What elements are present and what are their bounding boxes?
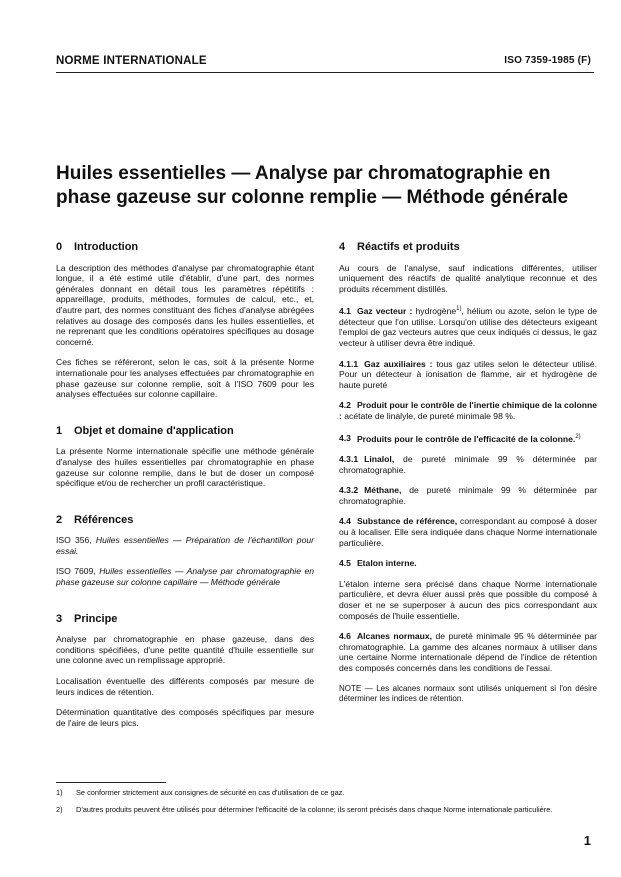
clause-4-3-2: 4.3.2 Méthane, de pureté minimale 99 % déterminée par chromatographie. (339, 485, 598, 506)
left-column (56, 242, 314, 738)
intro-paragraph-2: Ces fiches se référeront, selon le cas, soit à la présente Norme internationale pour les analyses effectuées par chromatographie en phase gazeuse sur colonne remplie, soit à l'ISO 7609 pour les analyses effectuées sur colonne capillaire. (56, 357, 314, 400)
section-0-heading: 0 Introduction (56, 241, 139, 253)
standard-type-label: NORME INTERNATIONALE (56, 55, 207, 67)
section-4-heading: 4 Réactifs et produits (339, 241, 460, 253)
footnote-rule (56, 782, 166, 783)
clause-4-1: 4.1 Gaz vecteur : hydrogène$^{1)}$, hélium ou azote, selon le type de détecteur que l'on utilise. Lorsqu'on utilise des détecteurs exigeant l'emploi de gaz vecteurs autres que ceux indiqués ci dessus, le gaz vecteur à utiliser devra être indiqué. (339, 306, 598, 349)
title-line-1: Huiles essentielles — Analyse par chromatographie en (56, 163, 551, 184)
clause-4-3-1: 4.3.1 Linalol, de pureté minimale 99 % déterminée par chromatographie. (339, 454, 598, 475)
clause-4-4: 4.4 Substance de référence, correspondant au composé à doser ou à localiser. Elle sera indiquée dans chaque Norme internationale particulière. (339, 516, 597, 548)
clause-4-3: 4.3 Produits pour le contrôle de l'efficacité de la colonne.$^{2)}$ (339, 433, 581, 444)
principle-paragraph-3: Détermination quantitative des composés spécifiques par mesure de l'aire de leurs pics. (56, 707, 314, 728)
reagents-intro: Au cours de l'analyse, sauf indications différentes, utiliser uniquement des réactifs de qualité analytique reconnue et des produits récemment distillés. (339, 262, 597, 294)
section-3-heading: 3 Principe (56, 612, 118, 625)
footnotes (56, 788, 596, 822)
scope-paragraph: La présente Norme internationale spécifie une méthode générale d'analyse des huiles essentielles par chromatographie en phase gazeuse sur colonne remplie, dans le but de doser un composé spécifique et/ou de rechercher un profil caractéristique. (56, 446, 314, 489)
page-number: 1 (583, 833, 591, 848)
clause-4-2: 4.2 Produit pour le contrôle de l'inertie chimique de la colonne : acétate de linalyle, de pureté minimale 98 %. (339, 400, 597, 421)
header-rule (56, 72, 594, 73)
footnote-2: 2) D'autres produits peuvent être utilisés pour déterminer l'efficacité de la colonne; ils seront précisés dans chaque Norme internationale particulière. (56, 805, 553, 814)
clause-4-5-text: L'étalon interne sera précisé dans chaque Norme internationale particulière, et devra éluer aussi près que possible du composé à doser et ne se superposer à aucun des pics correspondant aux composés de l'huile essentielle. (339, 578, 597, 621)
title-line-2: phase gazeuse sur colonne remplie — Méthode générale (56, 187, 569, 208)
clause-4-5-heading: 4.5 Etalon interne. (339, 558, 417, 569)
right-column (339, 242, 597, 714)
principle-paragraph-2: Localisation éventuelle des différents composés par mesure de leurs indices de rétention. (56, 676, 314, 697)
alkanes-note: NOTE — Les alcanes normaux sont utilisés uniquement si l'on désire déterminer les indices de rétention. (339, 683, 597, 703)
section-1-heading: 1 Objet et domaine d'application (56, 424, 234, 437)
clause-4-1-1: 4.1.1 Gaz auxiliaires : tous gaz utiles selon le détecteur utilisé. Pour un détecteur à ionisation de flamme, air et hydrogène de haute pureté (339, 358, 597, 390)
section-2-heading: 2 Références (56, 513, 134, 526)
intro-paragraph-1: La description des méthodes d'analyse par chromatographie étant longue, il a été estimé utile d'établir, d'une part, des normes générales donnant en détail tous les paramètres répétitifs : appareillage, produits, méthodes, formules de calcul, etc., et, d'autre part, des normes constituant des fiches d'analyse abrégées relatives au dosage des composés dans les huiles essentielles, et ne reprenant que les conditions opératoires spécifiques au dosage concerné. (56, 262, 314, 347)
standard-reference: ISO 7359-1985 (F) (504, 55, 591, 66)
principle-paragraph-1: Analyse par chromatographie en phase gazeuse, dans des conditions spécifiées, d'une petite quantité d'huile essentielle sur une colonne avec un remplissage approprié. (56, 634, 314, 666)
reference-iso-7609: ISO 7609, Huiles essentielles — Analyse par chromatographie en phase gazeuse sur colonne capillaire — Méthode générale (56, 566, 314, 588)
footnote-1: 1) Se conformer strictement aux consignes de sécurité en cas d'utilisation de ce gaz. (56, 788, 345, 797)
clause-4-6: 4.6 Alcanes normaux, de pureté minimale 95 % déterminée par chromatographie. La gamme des alcanes normaux à utiliser dans une certaine Norme internationale dépend de l'indice de rétention des composés concernés dans les conditions de l'essai. (339, 631, 597, 673)
reference-iso-356: ISO 356, Huiles essentielles — Préparation de l'échantillon pour essai. (56, 535, 315, 556)
document-title (56, 162, 596, 210)
